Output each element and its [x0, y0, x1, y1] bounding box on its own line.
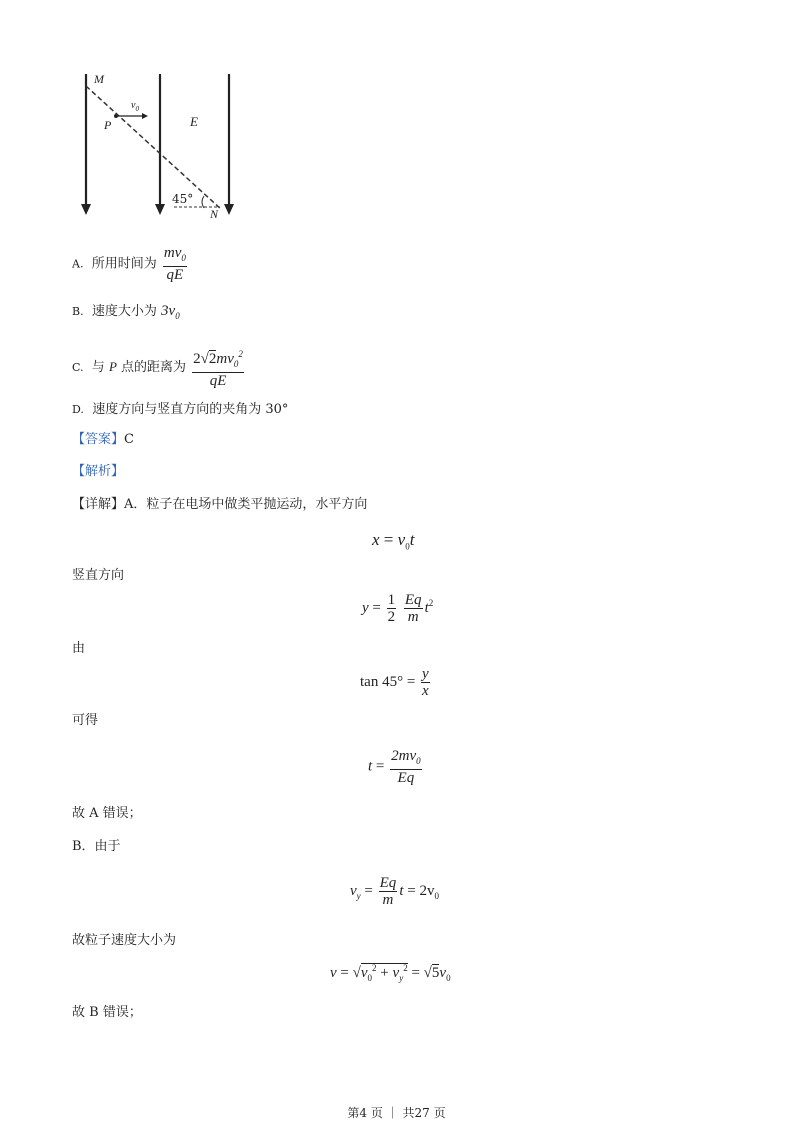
equation-tan: tan 45° = $\frac{y}{x}$ — [360, 666, 429, 699]
label-angle: 45° — [172, 192, 194, 206]
option-b-prefix: B. — [72, 305, 84, 318]
equation-x: $x = v_0t$ — [372, 530, 415, 552]
option-d-prefix: D. — [72, 403, 84, 416]
answer-value: C — [124, 432, 134, 447]
text-vertical: 竖直方向 — [72, 568, 125, 583]
velocity-arrow-head — [142, 113, 148, 119]
option-a-text: 所用时间为 — [91, 256, 157, 272]
right-arrow-head — [224, 204, 234, 215]
text-by: 由 — [72, 641, 86, 656]
text-a-wrong: 故 A 错误； — [72, 806, 142, 821]
text-b-wrong: 故 B 错误； — [72, 1005, 142, 1020]
label-e: E — [190, 114, 198, 129]
detail-line — [72, 497, 367, 513]
label-p: P — [104, 118, 112, 132]
field-diagram — [70, 68, 250, 223]
option-a-fraction: $\frac{mv_0}{qE}$ — [163, 245, 186, 283]
option-d — [72, 402, 288, 418]
option-b-value: $3v_0$ — [161, 303, 180, 321]
option-b — [72, 303, 180, 324]
label-n: N — [210, 207, 219, 221]
middle-arrow-head — [155, 204, 165, 215]
label-m: M — [94, 72, 104, 86]
line-b: B．由于 — [72, 839, 121, 854]
text-then: 可得 — [72, 713, 99, 728]
option-c: C. 与 P 点的距离为 $\frac{2√2mv_0^2}{qE}$ — [72, 346, 246, 389]
option-a-prefix: A. — [72, 257, 84, 271]
trajectory-dashed-line — [86, 86, 222, 210]
option-c-fraction: $\frac{2√2mv_0^2}{qE}$ — [192, 346, 244, 389]
label-v0: $v_0$ — [131, 100, 139, 113]
analysis-line — [72, 464, 124, 480]
text-speed: 故粒子速度大小为 — [72, 933, 177, 948]
detail-line1: A．粒子在电场中做类平抛运动，水平方向 — [124, 497, 368, 512]
equation-t: t = $\frac{2mv_0}{Eq}$ — [368, 748, 421, 786]
analysis-tag: 【解析】 — [72, 464, 125, 479]
left-arrow-head — [81, 204, 91, 215]
equation-vy: $v_y$ = $\frac{Eq}{m}$ $t = 2v_0$ — [350, 875, 439, 908]
physics-figure — [70, 68, 250, 223]
angle-arc — [202, 196, 204, 208]
answer-line — [72, 432, 134, 448]
option-c-prefix: C. — [72, 361, 84, 374]
option-a — [72, 245, 189, 283]
page-footer: 第4 页 ｜ 共27 页 — [347, 1106, 446, 1120]
answer-tag: 【答案】 — [72, 432, 125, 447]
equation-y: y = $\frac{1}{2}$ $\frac{Eq}{m}$ $t^2$ — [362, 592, 434, 625]
option-b-text: 速度大小为 — [91, 304, 157, 319]
detail-tag: 【详解】 — [72, 497, 125, 512]
equation-v: $v = √v_0^2 + v_y^2 = √5v_0$ — [330, 963, 451, 983]
option-d-text: 速度方向与竖直方向的夹角为 30° — [92, 402, 289, 417]
